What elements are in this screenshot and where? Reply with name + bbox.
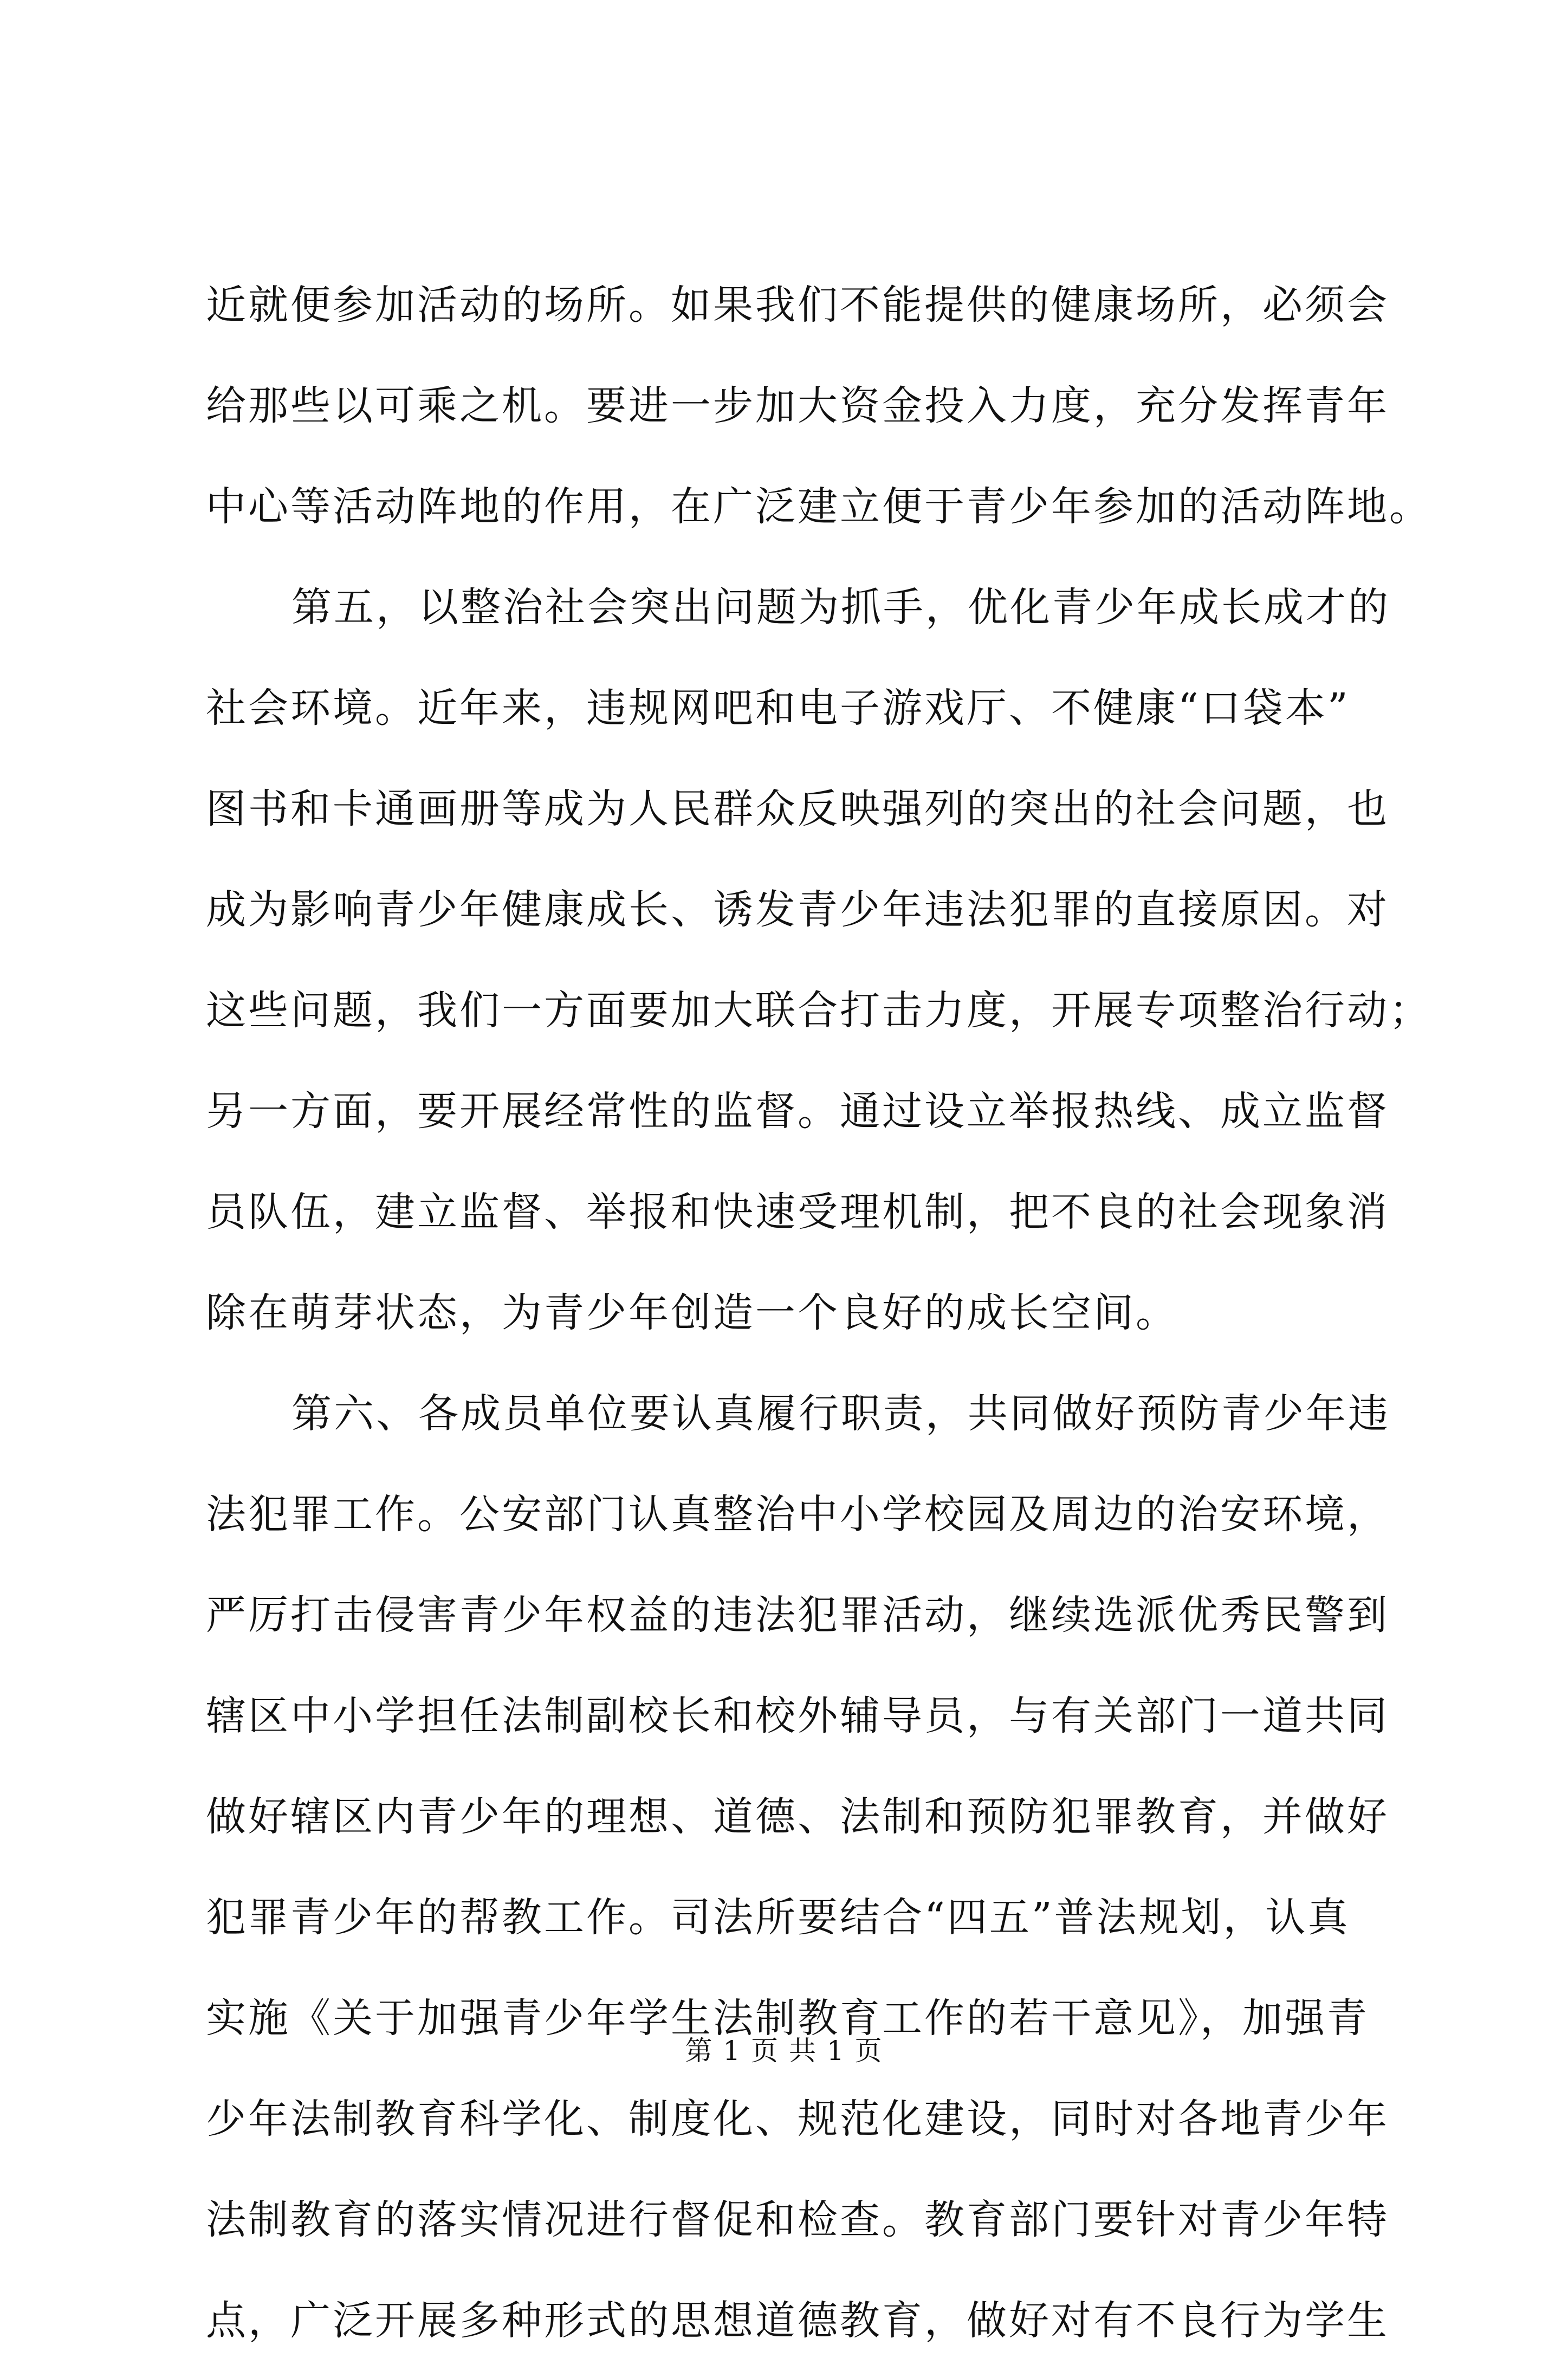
text-line: 成为影响青少年健康成长、诱发青少年违法犯罪的直接原因。对 <box>206 886 1389 933</box>
text-line: 实施《关于加强青少年学生法制教育工作的若干意见》，加强青 <box>206 1995 1369 2042</box>
text-line: 员队伍，建立监督、举报和快速受理机制，把不良的社会现象消 <box>206 1189 1389 1235</box>
text-line: 做好辖区内青少年的理想、道德、法制和预防犯罪教育，并做好 <box>206 1793 1389 1840</box>
text-line: 中心等活动阵地的作用，在广泛建立便于青少年参加的活动阵地。 <box>206 483 1431 530</box>
text-line: 法制教育的落实情况进行督促和检查。教育部门要针对青少年特 <box>206 2197 1389 2243</box>
text-line: 给那些以可乘之机。要进一步加大资金投入力度，充分发挥青年 <box>206 383 1389 429</box>
paragraph-start-line: 第五，以整治社会突出问题为抓手，优化青少年成长成才的 <box>291 584 1390 631</box>
text-line: 严厉打击侵害青少年权益的违法犯罪活动，继续选派优秀民警到 <box>206 1592 1389 1638</box>
text-line: 这些问题，我们一方面要加大联合打击力度，开展专项整治行动； <box>206 987 1431 1034</box>
text-line: 辖区中小学担任法制副校长和校外辅导员，与有关部门一道共同 <box>206 1693 1389 1739</box>
text-line: 犯罪青少年的帮教工作。司法所要结合“四五”普法规划，认真 <box>206 1894 1350 1941</box>
paragraph-start-line: 第六、各成员单位要认真履行职责，共同做好预防青少年违 <box>291 1390 1390 1437</box>
text-line: 社会环境。近年来，违规网吧和电子游戏厅、不健康“口袋本” <box>206 685 1350 731</box>
text-line: 除在萌芽状态，为青少年创造一个良好的成长空间。 <box>206 1290 1178 1336</box>
text-line: 近就便参加活动的场所。如果我们不能提供的健康场所，必须会 <box>206 282 1389 328</box>
text-line: 图书和卡通画册等成为人民群众反映强列的突出的社会问题，也 <box>206 786 1389 832</box>
page-number-footer: 第 1 页 共 1 页 <box>685 2035 883 2066</box>
text-line: 另一方面，要开展经常性的监督。通过设立举报热线、成立监督 <box>206 1088 1389 1135</box>
text-line: 少年法制教育科学化、制度化、规范化建设，同时对各地青少年 <box>206 2096 1389 2142</box>
text-line: 点，广泛开展多种形式的思想道德教育，做好对有不良行为学生 <box>206 2297 1389 2344</box>
text-line: 法犯罪工作。公安部门认真整治中小学校园及周边的治安环境， <box>206 1491 1389 1538</box>
